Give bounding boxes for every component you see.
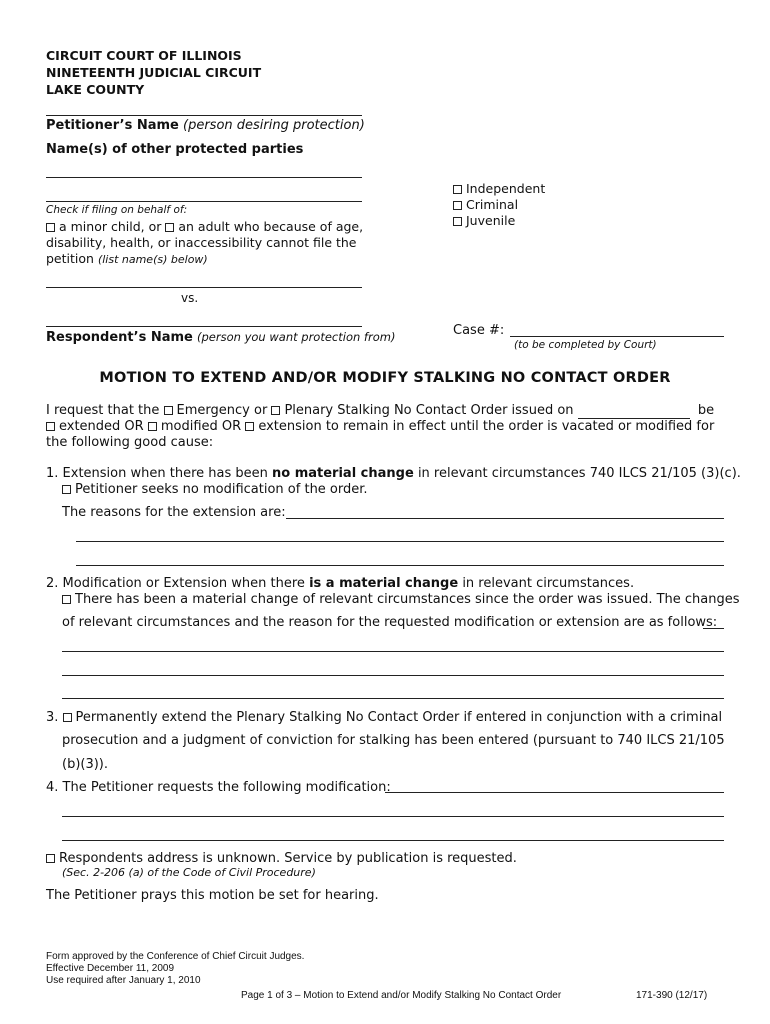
item-1-reasons-label: The reasons for the extension are: — [62, 505, 286, 520]
reasons-line-2[interactable] — [76, 541, 724, 542]
case-type-criminal[interactable]: Criminal — [453, 197, 545, 213]
other-parties-label: Name(s) of other protected parties — [46, 142, 304, 157]
reasons-line-3[interactable] — [76, 565, 724, 566]
circuit-name: NINETEENTH JUDICIAL CIRCUIT — [46, 65, 262, 80]
hearing-request: The Petitioner prays this motion be set for hearing. — [46, 888, 379, 903]
behalf-petition-word: petition — [46, 251, 94, 266]
behalf-names-line[interactable] — [46, 287, 362, 288]
plenary-checkbox[interactable] — [271, 406, 280, 415]
publication-citation: (Sec. 2-206 (a) of the Code of Civil Procedure) — [62, 866, 316, 879]
modification-line-2[interactable] — [62, 816, 724, 817]
item-3-line-1: 3. Permanently extend the Plenary Stalking No Contact Order if entered in conjunction with a criminal — [46, 710, 723, 725]
case-type-juvenile[interactable]: Juvenile — [453, 213, 545, 229]
case-type-independent[interactable]: Independent — [453, 181, 545, 197]
item-2-option: There has been a material change of relevant circumstances since the order was issued. The changes — [62, 592, 740, 608]
petitioner-label: Petitioner’s Name (person desiring protection) — [46, 118, 365, 133]
minor-child-label: a minor child, or — [59, 219, 162, 234]
item-2-heading: 2. Modification or Extension when there is a material change in relevant circumstances. — [46, 576, 635, 591]
changes-line-2[interactable] — [62, 651, 724, 652]
item-2-explain-label: of relevant circumstances and the reason for the requested modification or extension are as follows: — [62, 615, 718, 630]
case-number-field[interactable] — [510, 336, 724, 337]
changes-line-1[interactable] — [703, 628, 724, 629]
other-party-line-2[interactable] — [46, 201, 362, 202]
document-title: MOTION TO EXTEND AND/OR MODIFY STALKING NO CONTACT ORDER — [99, 370, 671, 386]
respondent-name-line[interactable] — [46, 326, 362, 327]
juvenile-checkbox[interactable] — [453, 217, 462, 226]
independent-checkbox[interactable] — [453, 185, 462, 194]
county-name: LAKE COUNTY — [46, 82, 145, 97]
petitioner-name-line[interactable] — [46, 115, 362, 116]
modification-line-3[interactable] — [62, 840, 724, 841]
extended-checkbox[interactable] — [46, 422, 55, 431]
case-type-options — [453, 181, 545, 229]
case-number-label: Case #: — [453, 323, 505, 338]
form-number: 171-390 (12/17) — [636, 990, 708, 1001]
adult-label: an adult who because of age, — [178, 219, 364, 234]
court-name: CIRCUIT COURT OF ILLINOIS — [46, 48, 242, 63]
reasons-line-1[interactable] — [286, 518, 724, 519]
court-header — [46, 47, 261, 98]
versus-label: vs. — [181, 291, 199, 305]
item-1-heading: 1. Extension when there has been no material change in relevant circumstances 740 ILCS 21/105 (3)(c). — [46, 466, 741, 481]
item-3-line-2: prosecution and a judgment of conviction for stalking has been entered (pursuant to 740 ILCS 21/105 — [62, 733, 725, 748]
emergency-checkbox[interactable] — [164, 406, 173, 415]
item-4-label: 4. The Petitioner requests the following modification: — [46, 780, 391, 795]
minor-child-checkbox[interactable] — [46, 223, 55, 232]
behalf-options — [46, 219, 376, 268]
modified-checkbox[interactable] — [148, 422, 157, 431]
changes-line-4[interactable] — [62, 698, 724, 699]
changes-line-3[interactable] — [62, 675, 724, 676]
behalf-heading: Check if filing on behalf of: — [46, 204, 188, 216]
behalf-list-hint: (list name(s) below) — [97, 253, 208, 266]
criminal-checkbox[interactable] — [453, 201, 462, 210]
publication-option: Respondents address is unknown. Service by publication is requested. — [46, 851, 517, 867]
behalf-line-2: disability, health, or inaccessibility cannot file the — [46, 235, 357, 250]
page-footer: Page 1 of 3 – Motion to Extend and/or Modify Stalking No Contact Order — [241, 990, 562, 1001]
remain-checkbox[interactable] — [245, 422, 254, 431]
adult-checkbox[interactable] — [165, 223, 174, 232]
case-number-hint: (to be completed by Court) — [514, 339, 657, 351]
no-modification-checkbox[interactable] — [62, 485, 71, 494]
permanent-extension-checkbox[interactable] — [63, 713, 72, 722]
item-3-line-3: (b)(3)). — [62, 757, 109, 772]
modification-line-1[interactable] — [385, 792, 724, 793]
publication-checkbox[interactable] — [46, 854, 55, 863]
intro-paragraph: I request that the Emergency or Plenary Stalking No Contact Order issued on be extended OR modified OR extension to remain in effect until the order is vacated or modified for the following good cause: — [46, 403, 715, 450]
form-approval-note: Form approved by the Conference of Chief Circuit Judges. Effective December 11, 2009 Use required after January 1, 2010 — [46, 951, 305, 986]
material-change-checkbox[interactable] — [62, 595, 71, 604]
item-1-option: Petitioner seeks no modification of the order. — [62, 482, 368, 498]
respondent-label: Respondent’s Name (person you want protection from) — [46, 330, 396, 345]
other-party-line-1[interactable] — [46, 177, 362, 178]
